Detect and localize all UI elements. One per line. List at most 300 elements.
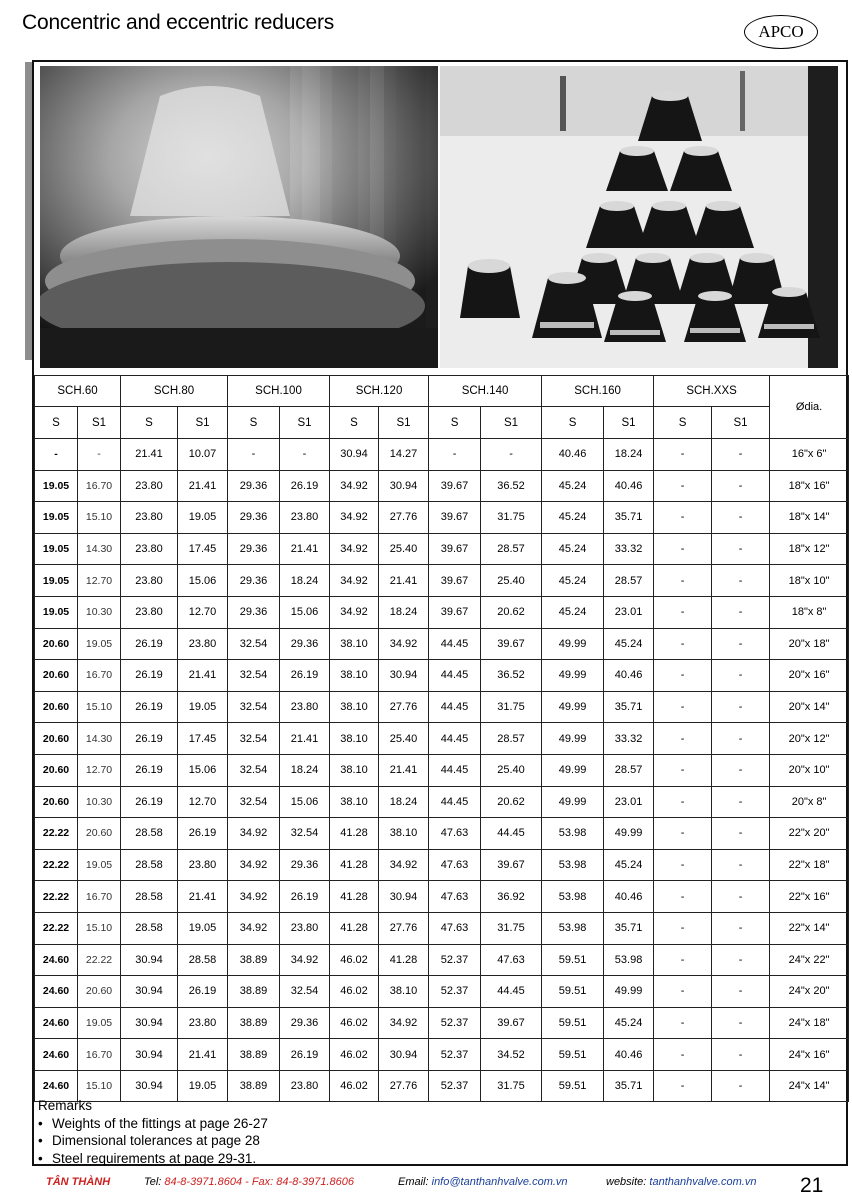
thickness-cell: - — [654, 439, 712, 471]
thickness-cell: - — [712, 754, 770, 786]
thickness-cell: 20.60 — [35, 723, 78, 755]
thickness-cell: 20.60 — [35, 628, 78, 660]
thickness-cell: 52.37 — [429, 1070, 481, 1102]
thickness-cell: - — [654, 533, 712, 565]
thickness-cell: 34.92 — [379, 849, 429, 881]
thickness-cell: 23.80 — [178, 849, 228, 881]
thickness-cell: 29.36 — [228, 470, 280, 502]
thickness-cell: 31.75 — [481, 1070, 542, 1102]
thickness-cell: 39.67 — [429, 533, 481, 565]
thickness-cell: - — [228, 439, 280, 471]
table-row — [35, 976, 849, 1008]
thickness-cell: 34.92 — [330, 596, 379, 628]
thickness-cell: - — [654, 1007, 712, 1039]
thickness-cell: 34.92 — [228, 912, 280, 944]
page-number: 21 — [800, 1174, 824, 1197]
thickness-cell: 36.52 — [481, 470, 542, 502]
table-row — [35, 439, 849, 471]
thickness-cell: 26.19 — [121, 660, 178, 692]
thickness-cell: 22.22 — [35, 881, 78, 913]
thickness-cell: 12.70 — [178, 786, 228, 818]
thickness-cell: 34.92 — [379, 1007, 429, 1039]
thickness-cell: 20.60 — [35, 660, 78, 692]
thickness-cell: 19.05 — [78, 628, 121, 660]
schedule-header: SCH.60 — [35, 376, 121, 407]
diameter-cell: 18"x 8" — [770, 596, 849, 628]
thickness-cell: 29.36 — [228, 565, 280, 597]
thickness-cell: 22.22 — [78, 944, 121, 976]
thickness-cell: 29.36 — [228, 533, 280, 565]
thickness-cell: 26.19 — [280, 1039, 330, 1071]
thickness-cell: 52.37 — [429, 976, 481, 1008]
diameter-cell: 22"x 20" — [770, 818, 849, 850]
thickness-cell: 44.45 — [481, 818, 542, 850]
table-row — [35, 1039, 849, 1071]
remarks-heading: Remarks — [38, 1098, 93, 1113]
thickness-cell: 53.98 — [542, 818, 604, 850]
thickness-cell: 24.60 — [35, 1070, 78, 1102]
thickness-cell: 25.40 — [379, 723, 429, 755]
table-row — [35, 533, 849, 565]
thickness-cell: 19.05 — [35, 470, 78, 502]
thickness-cell: 44.45 — [481, 976, 542, 1008]
thickness-cell: 30.94 — [121, 1039, 178, 1071]
thickness-cell: 14.30 — [78, 723, 121, 755]
thickness-cell: 18.24 — [280, 754, 330, 786]
thickness-cell: 19.05 — [178, 1070, 228, 1102]
thickness-cell: 12.70 — [178, 596, 228, 628]
thickness-cell: 30.94 — [379, 470, 429, 502]
thickness-cell: 32.54 — [228, 754, 280, 786]
thickness-cell: 29.36 — [280, 1007, 330, 1039]
thickness-cell: 24.60 — [35, 976, 78, 1008]
thickness-cell: 21.41 — [178, 660, 228, 692]
thickness-cell: 31.75 — [481, 691, 542, 723]
table-row — [35, 660, 849, 692]
table-row — [35, 628, 849, 660]
s-header: S — [542, 407, 604, 439]
thickness-cell: 21.41 — [379, 754, 429, 786]
diameter-cell: 20"x 12" — [770, 723, 849, 755]
thickness-cell: 28.57 — [604, 565, 654, 597]
website — [606, 1176, 756, 1188]
thickness-cell: 44.45 — [429, 754, 481, 786]
thickness-cell: - — [280, 439, 330, 471]
thickness-cell: - — [654, 691, 712, 723]
thickness-cell: 19.05 — [35, 565, 78, 597]
thickness-cell: 47.63 — [481, 944, 542, 976]
thickness-cell: 32.54 — [228, 691, 280, 723]
thickness-cell: 26.19 — [280, 881, 330, 913]
thickness-cell: 21.41 — [178, 881, 228, 913]
thickness-cell: 49.99 — [542, 628, 604, 660]
diameter-cell: 24"x 16" — [770, 1039, 849, 1071]
thickness-cell: 18.24 — [379, 596, 429, 628]
thickness-cell: - — [654, 628, 712, 660]
thickness-cell: 30.94 — [121, 1007, 178, 1039]
thickness-cell: 23.80 — [121, 533, 178, 565]
diameter-cell: 20"x 8" — [770, 786, 849, 818]
thickness-cell: 36.52 — [481, 660, 542, 692]
thickness-cell: 38.89 — [228, 1070, 280, 1102]
thickness-cell: 18.24 — [280, 565, 330, 597]
thickness-cell: 23.80 — [121, 596, 178, 628]
thickness-cell: - — [481, 439, 542, 471]
thickness-cell: 19.05 — [78, 849, 121, 881]
thickness-cell: 16.70 — [78, 660, 121, 692]
thickness-cell: 15.10 — [78, 912, 121, 944]
thickness-cell: 14.30 — [78, 533, 121, 565]
thickness-cell: 19.05 — [178, 502, 228, 534]
schedule-header: SCH.120 — [330, 376, 429, 407]
table-row — [35, 723, 849, 755]
thickness-cell: 21.41 — [280, 723, 330, 755]
tel-label: Tel: — [144, 1176, 162, 1188]
s-header: S — [429, 407, 481, 439]
thickness-cell: 26.19 — [178, 818, 228, 850]
s1-header: S1 — [712, 407, 770, 439]
thickness-cell: 21.41 — [178, 1039, 228, 1071]
thickness-cell: 30.94 — [379, 660, 429, 692]
thickness-cell: - — [712, 881, 770, 913]
thickness-cell: 53.98 — [542, 912, 604, 944]
thickness-cell: 26.19 — [178, 976, 228, 1008]
s1-header: S1 — [178, 407, 228, 439]
schedule-header: SCH.100 — [228, 376, 330, 407]
thickness-cell: - — [654, 1039, 712, 1071]
schedule-header: SCH.140 — [429, 376, 542, 407]
diameter-cell: 24"x 14" — [770, 1070, 849, 1102]
thickness-cell: 52.37 — [429, 1007, 481, 1039]
thickness-cell: 31.75 — [481, 502, 542, 534]
thickness-cell: 39.67 — [429, 596, 481, 628]
thickness-cell: 24.60 — [35, 944, 78, 976]
thickness-cell: 44.45 — [429, 723, 481, 755]
thickness-cell: 53.98 — [604, 944, 654, 976]
s-header: S — [330, 407, 379, 439]
diameter-cell: 20"x 14" — [770, 691, 849, 723]
thickness-header-row — [35, 407, 849, 439]
thickness-cell: 15.06 — [178, 565, 228, 597]
diameter-cell: 24"x 22" — [770, 944, 849, 976]
thickness-cell: 23.80 — [280, 912, 330, 944]
remark-item: • Dimensional tolerances at page 28 — [38, 1132, 268, 1150]
reducer-dimensions-table — [34, 375, 849, 1102]
table-row — [35, 881, 849, 913]
thickness-cell: 24.60 — [35, 1039, 78, 1071]
thickness-cell: - — [712, 1039, 770, 1071]
thickness-cell: - — [654, 502, 712, 534]
tel-value: 84-8-3971.8604 - Fax: 84-8-3971.8606 — [164, 1176, 354, 1188]
thickness-cell: - — [654, 565, 712, 597]
s1-header: S1 — [604, 407, 654, 439]
thickness-cell: 10.07 — [178, 439, 228, 471]
thickness-cell: 28.58 — [121, 818, 178, 850]
thickness-cell: 49.99 — [542, 723, 604, 755]
thickness-cell: 49.99 — [542, 691, 604, 723]
thickness-cell: 16.70 — [78, 1039, 121, 1071]
thickness-cell: 18.24 — [379, 786, 429, 818]
thickness-cell: 27.76 — [379, 502, 429, 534]
thickness-cell: 31.75 — [481, 912, 542, 944]
thickness-cell: 25.40 — [379, 533, 429, 565]
diameter-cell: 18"x 10" — [770, 565, 849, 597]
thickness-cell: - — [654, 944, 712, 976]
thickness-cell: 28.58 — [121, 912, 178, 944]
email — [398, 1176, 568, 1188]
thickness-cell: 19.05 — [35, 596, 78, 628]
thickness-cell: - — [712, 628, 770, 660]
thickness-cell: 30.94 — [121, 944, 178, 976]
thickness-cell: 19.05 — [178, 691, 228, 723]
thickness-cell: 24.60 — [35, 1007, 78, 1039]
thickness-cell: 39.67 — [481, 849, 542, 881]
thickness-cell: 28.57 — [481, 723, 542, 755]
diameter-cell: 18"x 14" — [770, 502, 849, 534]
thickness-cell: - — [654, 754, 712, 786]
table-body — [35, 439, 849, 1102]
s1-header: S1 — [379, 407, 429, 439]
thickness-cell: 38.10 — [330, 691, 379, 723]
thickness-cell: 19.05 — [35, 533, 78, 565]
thickness-cell: 45.24 — [542, 533, 604, 565]
thickness-cell: - — [712, 565, 770, 597]
thickness-cell: 20.62 — [481, 596, 542, 628]
thickness-cell: 22.22 — [35, 912, 78, 944]
thickness-cell: 30.94 — [379, 1039, 429, 1071]
diameter-cell: 20"x 10" — [770, 754, 849, 786]
thickness-cell: - — [78, 439, 121, 471]
thickness-cell: 15.06 — [178, 754, 228, 786]
diameter-cell: 16"x 6" — [770, 439, 849, 471]
thickness-cell: 12.70 — [78, 754, 121, 786]
schedule-header: SCH.80 — [121, 376, 228, 407]
table-row — [35, 502, 849, 534]
thickness-cell: - — [712, 1070, 770, 1102]
thickness-cell: 21.41 — [280, 533, 330, 565]
thickness-cell: 36.92 — [481, 881, 542, 913]
thickness-cell: 45.24 — [542, 565, 604, 597]
photo-reducers-stack — [440, 66, 838, 368]
thickness-cell: 34.92 — [228, 818, 280, 850]
table-row — [35, 818, 849, 850]
thickness-cell: - — [654, 976, 712, 1008]
thickness-cell: 32.54 — [228, 723, 280, 755]
s1-header: S1 — [280, 407, 330, 439]
thickness-cell: - — [654, 596, 712, 628]
thickness-cell: 35.71 — [604, 1070, 654, 1102]
thickness-cell: 22.22 — [35, 849, 78, 881]
thickness-cell: 23.80 — [280, 691, 330, 723]
thickness-cell: 45.24 — [542, 502, 604, 534]
thickness-cell: 46.02 — [330, 976, 379, 1008]
thickness-cell: 46.02 — [330, 944, 379, 976]
table-row — [35, 691, 849, 723]
thickness-cell: 15.10 — [78, 1070, 121, 1102]
thickness-cell: 23.80 — [178, 628, 228, 660]
thickness-cell: 38.89 — [228, 1007, 280, 1039]
thickness-cell: 30.94 — [121, 1070, 178, 1102]
thickness-cell: 26.19 — [121, 628, 178, 660]
remark-item: • Weights of the fittings at page 26-27 — [38, 1115, 268, 1133]
thickness-cell: 15.06 — [280, 596, 330, 628]
thickness-cell: 45.24 — [542, 470, 604, 502]
thickness-cell: 15.10 — [78, 691, 121, 723]
thickness-cell: 39.67 — [481, 1007, 542, 1039]
thickness-cell: 52.37 — [429, 944, 481, 976]
thickness-cell: 46.02 — [330, 1007, 379, 1039]
thickness-cell: 14.27 — [379, 439, 429, 471]
thickness-cell: - — [654, 818, 712, 850]
thickness-cell: 19.05 — [78, 1007, 121, 1039]
table-row — [35, 1007, 849, 1039]
diameter-cell: 22"x 16" — [770, 881, 849, 913]
thickness-cell: 16.70 — [78, 881, 121, 913]
thickness-cell: - — [654, 660, 712, 692]
thickness-cell: 23.80 — [178, 1007, 228, 1039]
thickness-cell: - — [712, 723, 770, 755]
thickness-cell: 23.80 — [121, 470, 178, 502]
thickness-cell: 41.28 — [330, 849, 379, 881]
thickness-cell: - — [712, 533, 770, 565]
thickness-cell: 47.63 — [429, 849, 481, 881]
thickness-cell: 30.94 — [121, 976, 178, 1008]
s1-header: S1 — [78, 407, 121, 439]
thickness-cell: 52.37 — [429, 1039, 481, 1071]
thickness-cell: 41.28 — [379, 944, 429, 976]
thickness-cell: 45.24 — [604, 1007, 654, 1039]
thickness-cell: 23.80 — [280, 1070, 330, 1102]
phone-fax — [144, 1176, 354, 1188]
table-row — [35, 912, 849, 944]
thickness-cell: 38.10 — [330, 723, 379, 755]
thickness-cell: 16.70 — [78, 470, 121, 502]
thickness-cell: 53.98 — [542, 881, 604, 913]
thickness-cell: - — [712, 470, 770, 502]
thickness-cell: 12.70 — [78, 565, 121, 597]
thickness-cell: - — [712, 976, 770, 1008]
thickness-cell: 38.10 — [330, 628, 379, 660]
thickness-cell: 47.63 — [429, 818, 481, 850]
thickness-cell: 20.60 — [35, 786, 78, 818]
schedule-header: SCH.XXS — [654, 376, 770, 407]
apco-logo: APCO — [744, 15, 818, 49]
thickness-cell: 19.05 — [178, 912, 228, 944]
thickness-cell: 49.99 — [542, 786, 604, 818]
thickness-cell: 49.99 — [542, 754, 604, 786]
thickness-cell: 34.92 — [330, 470, 379, 502]
thickness-cell: 32.54 — [228, 628, 280, 660]
thickness-cell: 34.52 — [481, 1039, 542, 1071]
thickness-cell: 44.45 — [429, 691, 481, 723]
thickness-cell: 21.41 — [121, 439, 178, 471]
thickness-cell: 34.92 — [330, 502, 379, 534]
thickness-cell: 38.10 — [330, 754, 379, 786]
thickness-cell: 35.71 — [604, 691, 654, 723]
thickness-cell: 10.30 — [78, 786, 121, 818]
thickness-cell: 23.80 — [280, 502, 330, 534]
thickness-cell: 15.10 — [78, 502, 121, 534]
s-header: S — [228, 407, 280, 439]
website-link[interactable]: tanthanhvalve.com.vn — [649, 1176, 757, 1188]
thickness-cell: 18.24 — [604, 439, 654, 471]
s-header: S — [121, 407, 178, 439]
thickness-cell: 29.36 — [280, 628, 330, 660]
thickness-cell: 26.19 — [121, 691, 178, 723]
thickness-cell: 20.60 — [78, 976, 121, 1008]
schedule-header-row — [35, 376, 849, 407]
email-label: Email: — [398, 1176, 429, 1188]
thickness-cell: 40.46 — [604, 470, 654, 502]
thickness-cell: - — [712, 849, 770, 881]
table-row — [35, 786, 849, 818]
thickness-cell: 26.19 — [121, 723, 178, 755]
thickness-cell: 45.24 — [604, 849, 654, 881]
s-header: S — [35, 407, 78, 439]
thickness-cell: 38.10 — [330, 660, 379, 692]
diameter-cell: 18"x 16" — [770, 470, 849, 502]
thickness-cell: 39.67 — [429, 565, 481, 597]
thickness-cell: 27.76 — [379, 691, 429, 723]
thickness-cell: 46.02 — [330, 1039, 379, 1071]
table-row — [35, 849, 849, 881]
diameter-cell: 22"x 14" — [770, 912, 849, 944]
thickness-cell: 38.89 — [228, 976, 280, 1008]
email-link[interactable]: info@tanthanhvalve.com.vn — [431, 1176, 568, 1188]
thickness-cell: 39.67 — [429, 502, 481, 534]
thickness-cell: - — [712, 912, 770, 944]
thickness-cell: - — [712, 691, 770, 723]
thickness-cell: 32.54 — [228, 660, 280, 692]
table-row — [35, 470, 849, 502]
thickness-cell: 15.06 — [280, 786, 330, 818]
thickness-cell: - — [712, 439, 770, 471]
thickness-cell: 34.92 — [330, 533, 379, 565]
thickness-cell: 32.54 — [280, 976, 330, 1008]
thickness-cell: 23.01 — [604, 596, 654, 628]
thickness-cell: 20.60 — [35, 754, 78, 786]
thickness-cell: 32.54 — [280, 818, 330, 850]
thickness-cell: 21.41 — [379, 565, 429, 597]
page-title: Concentric and eccentric reducers — [22, 11, 335, 34]
thickness-cell: 27.76 — [379, 912, 429, 944]
diameter-cell: 20"x 16" — [770, 660, 849, 692]
thickness-cell: 38.10 — [379, 976, 429, 1008]
thickness-cell: 34.92 — [379, 628, 429, 660]
remark-item: • Steel requirements at page 29-31. — [38, 1150, 268, 1168]
thickness-cell: 26.19 — [280, 660, 330, 692]
thickness-cell: 20.62 — [481, 786, 542, 818]
thickness-cell: 49.99 — [604, 976, 654, 1008]
thickness-cell: - — [654, 1070, 712, 1102]
thickness-cell: - — [712, 786, 770, 818]
thickness-cell: 59.51 — [542, 1007, 604, 1039]
thickness-cell: 32.54 — [228, 786, 280, 818]
thickness-cell: - — [654, 881, 712, 913]
thickness-cell: 22.22 — [35, 818, 78, 850]
thickness-cell: 49.99 — [604, 818, 654, 850]
schedule-header: SCH.160 — [542, 376, 654, 407]
thickness-cell: 28.58 — [121, 849, 178, 881]
thickness-cell: 53.98 — [542, 849, 604, 881]
thickness-cell: 23.80 — [121, 502, 178, 534]
thickness-cell: 44.45 — [429, 786, 481, 818]
thickness-cell: 34.92 — [280, 944, 330, 976]
thickness-cell: 34.92 — [228, 849, 280, 881]
thickness-cell: 59.51 — [542, 1039, 604, 1071]
thickness-cell: 25.40 — [481, 565, 542, 597]
thickness-cell: 44.45 — [429, 628, 481, 660]
